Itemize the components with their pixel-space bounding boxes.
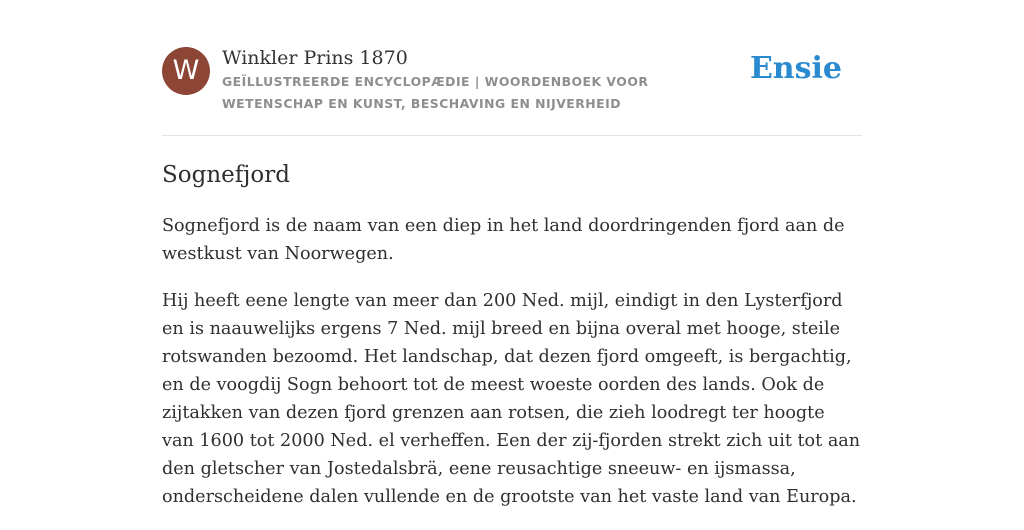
article-paragraph: Sognefjord is de naam van een diep in het land doordringenden fjord aan de westkust van Noorwegen. bbox=[162, 216, 845, 264]
source-subtitle: GEÏLLUSTREERDE ENCYCLOPÆDIE | WOORDENBOEK VOOR WETENSCHAP EN KUNST, BESCHAVING EN NIJVERHEID bbox=[222, 74, 649, 111]
article-paragraph: Hij heeft eene lengte van meer dan 200 Ned. mijl, eindigt in den Lysterfjord en is naauwelijks ergens 7 Ned. mijl breed en bijna overal met hooge, steile rotswanden bezoomd. Het landschap, dat dezen fjord omgeeft, is bergachtig, en de voogdij Sogn behoort tot de meest woeste oorden des lands. Ook de zijtakken van dezen fjord grenzen aan rotsen, die zieh loodregt ter hoogte van 1600 tot 2000 Ned. el verheffen. Een der zij-fjorden strekt zich uit tot aan den gletscher van Jostedalsbrä, eene reusachtige sneeuw- en ijsmassa, onderscheidene dalen vullende en de grootste van het vaste land van Europa. bbox=[162, 291, 861, 507]
page-container bbox=[162, 0, 862, 507]
source-avatar[interactable]: W bbox=[162, 47, 210, 95]
ensie-logo-link[interactable]: Ensie bbox=[749, 51, 842, 86]
source-title[interactable]: Winkler Prins 1870 bbox=[222, 47, 408, 69]
source-header bbox=[162, 0, 862, 136]
article-body bbox=[162, 212, 862, 530]
article-title: Sognefjord bbox=[162, 162, 290, 188]
